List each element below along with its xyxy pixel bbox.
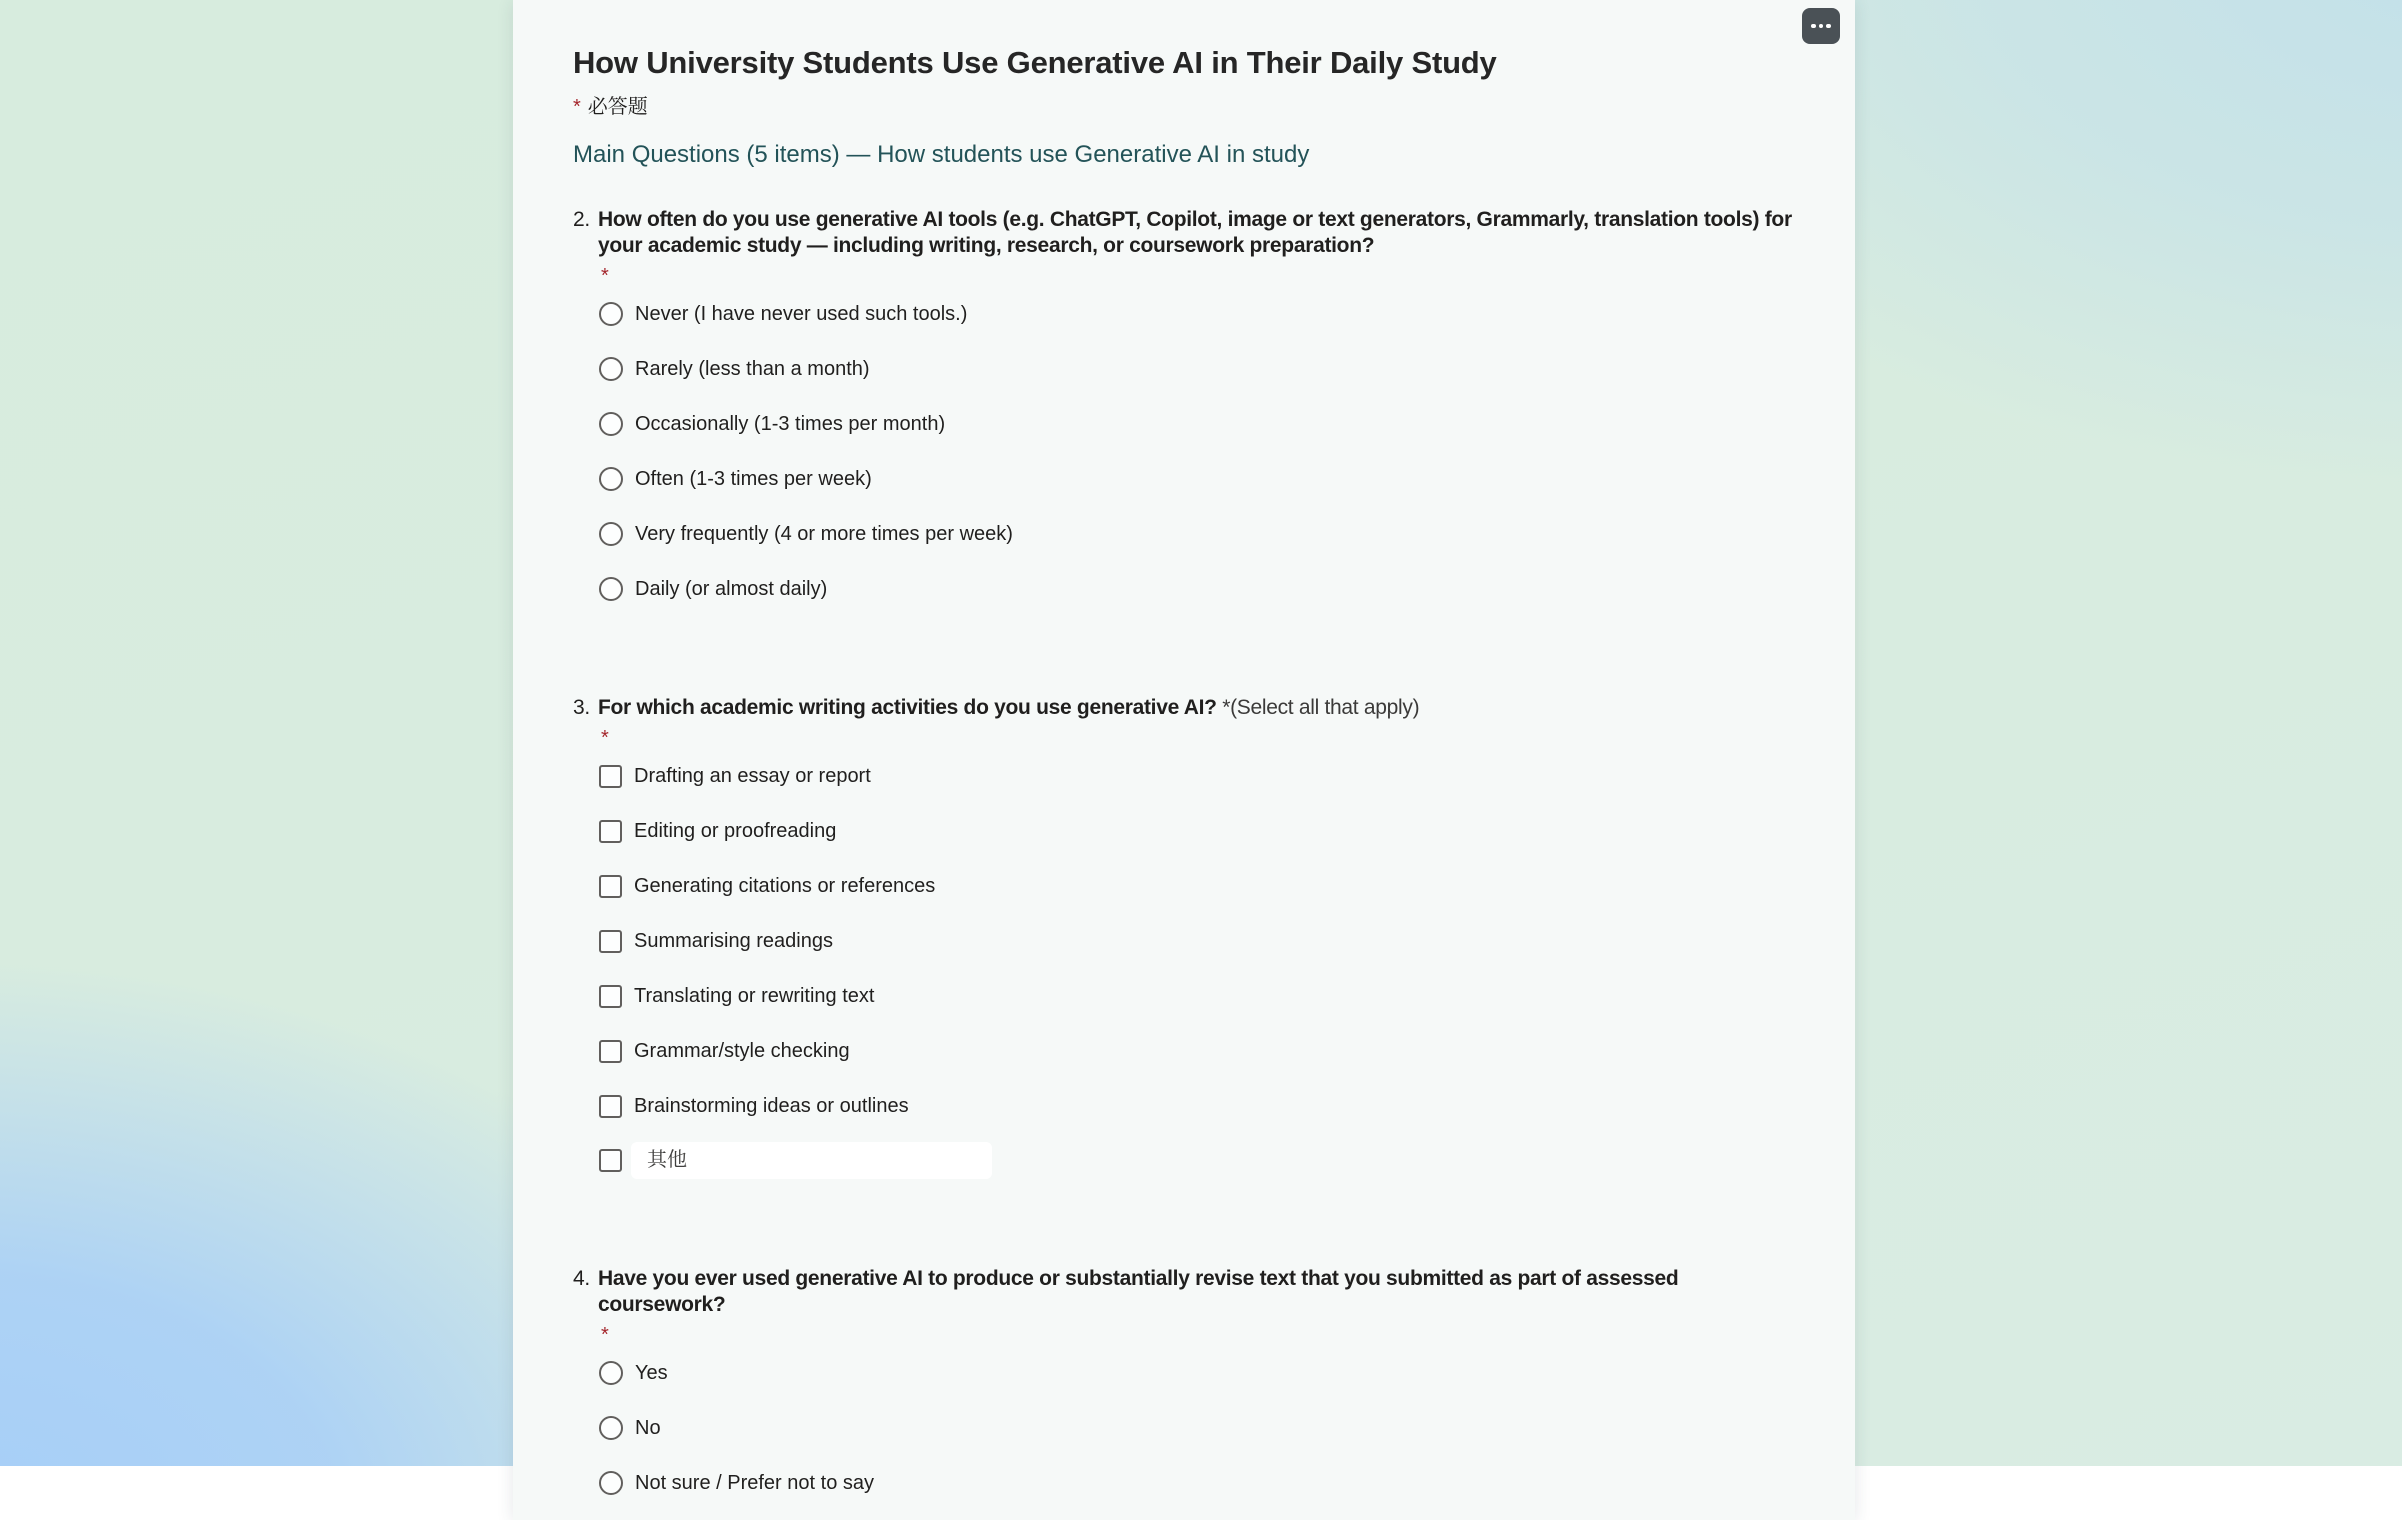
option-label: Generating citations or references <box>634 875 936 897</box>
radio-option-occasionally[interactable] <box>599 412 945 436</box>
radio-icon[interactable] <box>599 1361 623 1385</box>
option-label: Very frequently (4 or more times per week) <box>635 523 1013 545</box>
question-4 <box>573 1266 1795 1495</box>
checkbox-icon[interactable] <box>599 820 622 843</box>
radio-icon[interactable] <box>599 412 623 436</box>
question-2-options <box>573 302 1795 601</box>
option-label: Occasionally (1-3 times per month) <box>635 413 946 435</box>
checkbox-icon[interactable] <box>599 875 622 898</box>
checkbox-option-translating[interactable] <box>599 984 874 1008</box>
radio-icon[interactable] <box>599 467 623 491</box>
option-label: Brainstorming ideas or outlines <box>634 1095 909 1117</box>
radio-option-no[interactable] <box>599 1416 661 1440</box>
radio-icon[interactable] <box>599 522 623 546</box>
checkbox-icon[interactable] <box>599 930 622 953</box>
question-4-text: Have you ever used generative AI to produce or substantially revise text that you submitted as part of assessed coursework? <box>598 1267 1679 1316</box>
checkbox-option-citations[interactable] <box>599 874 935 898</box>
option-label: No <box>635 1417 661 1439</box>
radio-option-rarely[interactable] <box>599 357 870 381</box>
option-label: Editing or proofreading <box>634 820 837 842</box>
radio-option-often[interactable] <box>599 467 872 491</box>
question-3 <box>573 695 1795 1179</box>
option-label: Rarely (less than a month) <box>635 358 870 380</box>
checkbox-option-other[interactable] <box>599 1142 992 1179</box>
section-title: Main Questions (5 items) — How students use Generative AI in study <box>573 141 1310 168</box>
form-menu-button[interactable] <box>1802 8 1840 44</box>
question-3-heading <box>573 695 1795 721</box>
required-note <box>573 95 1795 119</box>
option-label: Not sure / Prefer not to say <box>635 1472 874 1494</box>
option-label: Grammar/style checking <box>634 1040 850 1062</box>
checkbox-icon[interactable] <box>599 765 622 788</box>
radio-icon[interactable] <box>599 577 623 601</box>
required-asterisk: * <box>573 96 581 118</box>
option-label: Summarising readings <box>634 930 833 952</box>
radio-option-never[interactable] <box>599 302 967 326</box>
question-4-number: 4. <box>573 1267 590 1290</box>
question-4-heading <box>573 1266 1795 1318</box>
question-3-suffix: *(Select all that apply) <box>1216 696 1420 719</box>
question-2 <box>573 207 1795 601</box>
question-3-text: For which academic writing activities do you use generative AI? <box>598 696 1217 719</box>
option-label: Often (1-3 times per week) <box>635 468 872 490</box>
radio-option-not-sure[interactable] <box>599 1471 874 1495</box>
checkbox-option-editing[interactable] <box>599 819 836 843</box>
radio-option-daily[interactable] <box>599 577 827 601</box>
ellipsis-icon <box>1811 24 1816 29</box>
checkbox-option-drafting[interactable] <box>599 764 871 788</box>
radio-icon[interactable] <box>599 302 623 326</box>
checkbox-icon[interactable] <box>599 985 622 1008</box>
question-4-required-asterisk: * <box>601 1324 609 1346</box>
radio-option-very-frequently[interactable] <box>599 522 1013 546</box>
option-label: Translating or rewriting text <box>634 985 875 1007</box>
option-label: Daily (or almost daily) <box>635 578 828 600</box>
checkbox-option-grammar[interactable] <box>599 1039 850 1063</box>
option-label: Drafting an essay or report <box>634 765 871 787</box>
question-2-text: How often do you use generative AI tools (e.g. ChatGPT, Copilot, image or text generators, Grammarly, translation tools) for your academic study — including writing, research, or coursework preparation? <box>598 208 1792 257</box>
option-label: Never (I have never used such tools.) <box>635 303 968 325</box>
radio-icon[interactable] <box>599 1471 623 1495</box>
ellipsis-icon <box>1826 24 1831 29</box>
question-2-required-asterisk: * <box>601 265 609 287</box>
question-3-number: 3. <box>573 696 590 719</box>
option-label: Yes <box>635 1362 668 1384</box>
ellipsis-icon <box>1819 24 1824 29</box>
form-card <box>513 0 1855 1520</box>
question-3-options <box>573 764 1795 1179</box>
form-title: How University Students Use Generative AI in Their Daily Study <box>573 45 1497 80</box>
required-label: 必答题 <box>587 96 648 118</box>
question-3-required-asterisk: * <box>601 727 609 749</box>
question-2-number: 2. <box>573 208 590 231</box>
checkbox-icon[interactable] <box>599 1095 622 1118</box>
checkbox-option-brainstorming[interactable] <box>599 1094 909 1118</box>
checkbox-option-summarising[interactable] <box>599 929 833 953</box>
other-text-input[interactable] <box>631 1142 992 1179</box>
radio-icon[interactable] <box>599 1416 623 1440</box>
question-4-options <box>573 1361 1795 1495</box>
question-2-heading <box>573 207 1795 259</box>
checkbox-icon[interactable] <box>599 1040 622 1063</box>
radio-icon[interactable] <box>599 357 623 381</box>
radio-option-yes[interactable] <box>599 1361 668 1385</box>
checkbox-icon[interactable] <box>599 1149 622 1172</box>
